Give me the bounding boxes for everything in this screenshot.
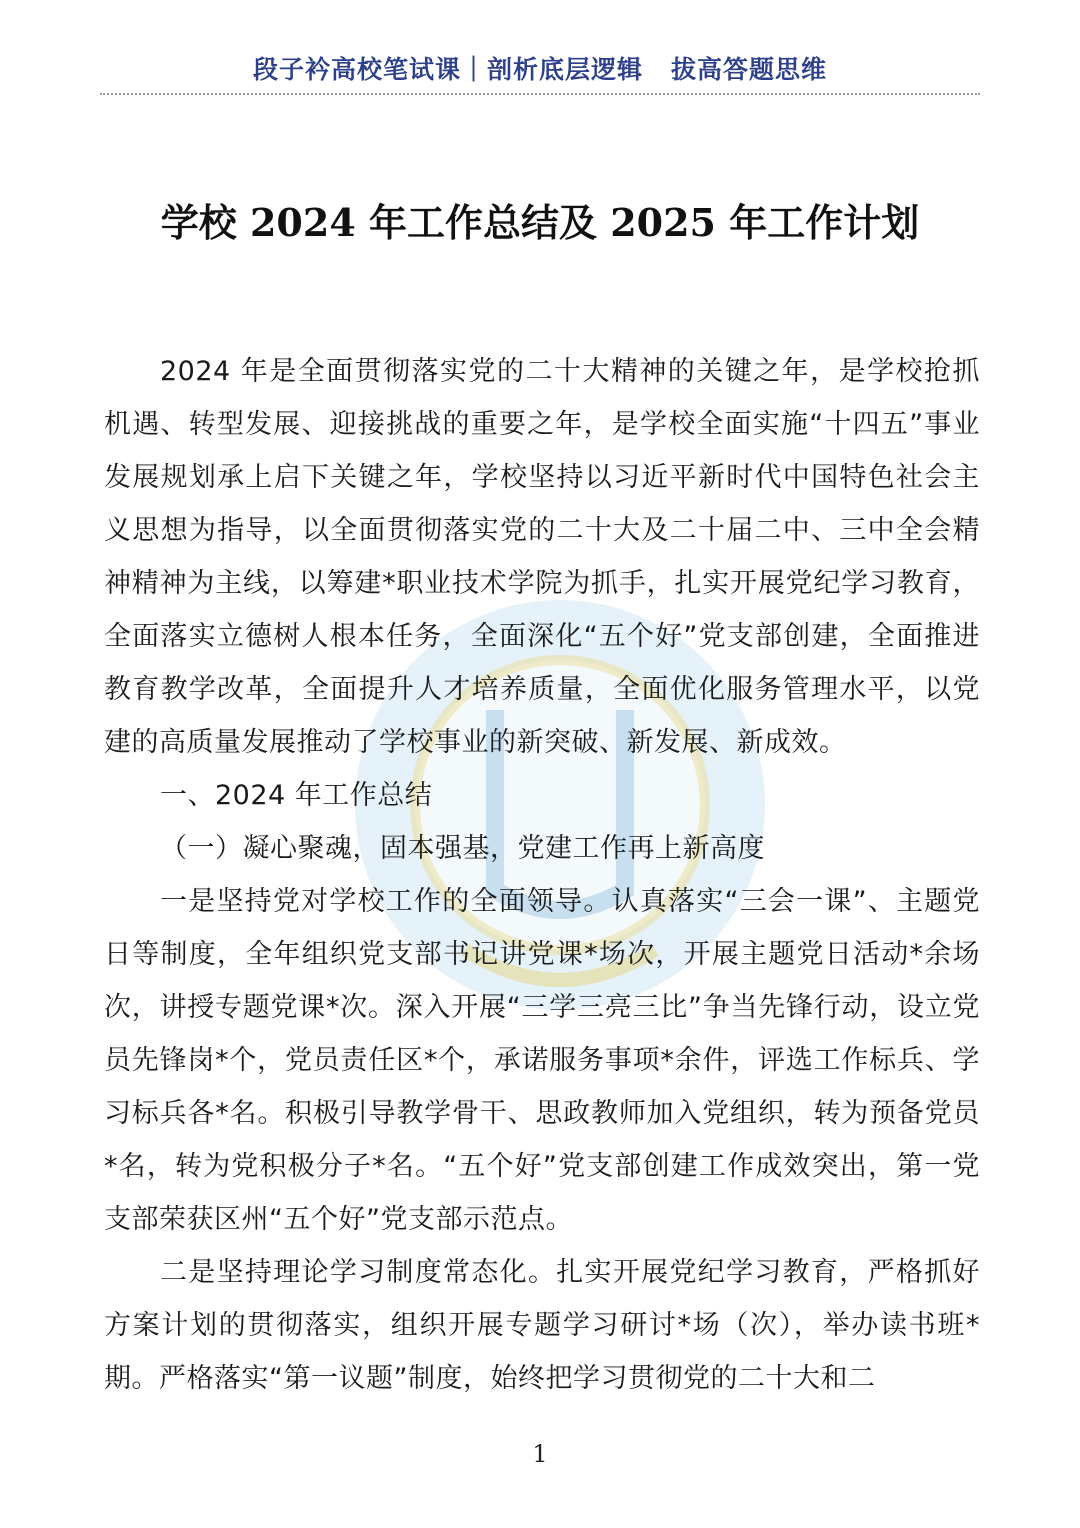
body-paragraph: 一是坚持党对学校工作的全面领导。认真落实“三会一课”、主题党日等制度，全年组织党支部书记讲党课*场次，开展主题党日活动*余场次，讲授专题党课*次。深入开展“三学三亮三比”争当先锋行动，设立党员先锋岗*个，党员责任区*个，承诺服务事项*余件，评选工作标兵、学习标兵各*名。积极引导教学骨干、思政教师加入党组织，转为预备党员*名，转为党积极分子*名。“五个好”党支部创建工作成效突出，第一党支部荣获区州“五个好”党支部示范点。: [104, 886, 980, 1235]
section-heading: 一、2024 年工作总结: [160, 780, 433, 811]
header-left-text: 段子衿高校笔试课｜剖析底层逻辑: [252, 55, 643, 84]
body-paragraph: 2024 年是全面贯彻落实党的二十大精神的关键之年，是学校抢抓机遇、转型发展、迎接挑战的重要之年，是学校全面实施“十四五”事业发展规划承上启下关键之年，学校坚持以习近平新时代中国特色社会主义思想为指导，以全面贯彻落实党的二十大及二十届二中、三中全会精神精神为主线，以筹建*职业技术学院为抓手，扎实开展党纪学习教育，全面落实立德树人根本任务，全面深化“五个好”党支部创建，全面推进教育教学改革，全面提升人才培养质量，全面优化服务管理水平，以党建的高质量发展推动了学校事业的新突破、新发展、新成效。: [104, 356, 980, 758]
document-body: [104, 345, 980, 1405]
header-divider: [100, 93, 980, 95]
page-header: [100, 50, 980, 86]
subsection-heading: （一）凝心聚魂，固本强基，党建工作再上新高度: [160, 833, 765, 864]
header-right-text: 拔高答题思维: [671, 55, 828, 84]
body-paragraph: 二是坚持理论学习制度常态化。扎实开展党纪学习教育，严格抓好方案计划的贯彻落实，组织开展专题学习研讨*场（次），举办读书班*期。严格落实“第一议题”制度，始终把学习贯彻党的二十大和二: [104, 1257, 980, 1394]
document-title: 学校 2024 年工作总结及 2025 年工作计划: [160, 200, 920, 245]
page-number: 1: [532, 1440, 548, 1468]
